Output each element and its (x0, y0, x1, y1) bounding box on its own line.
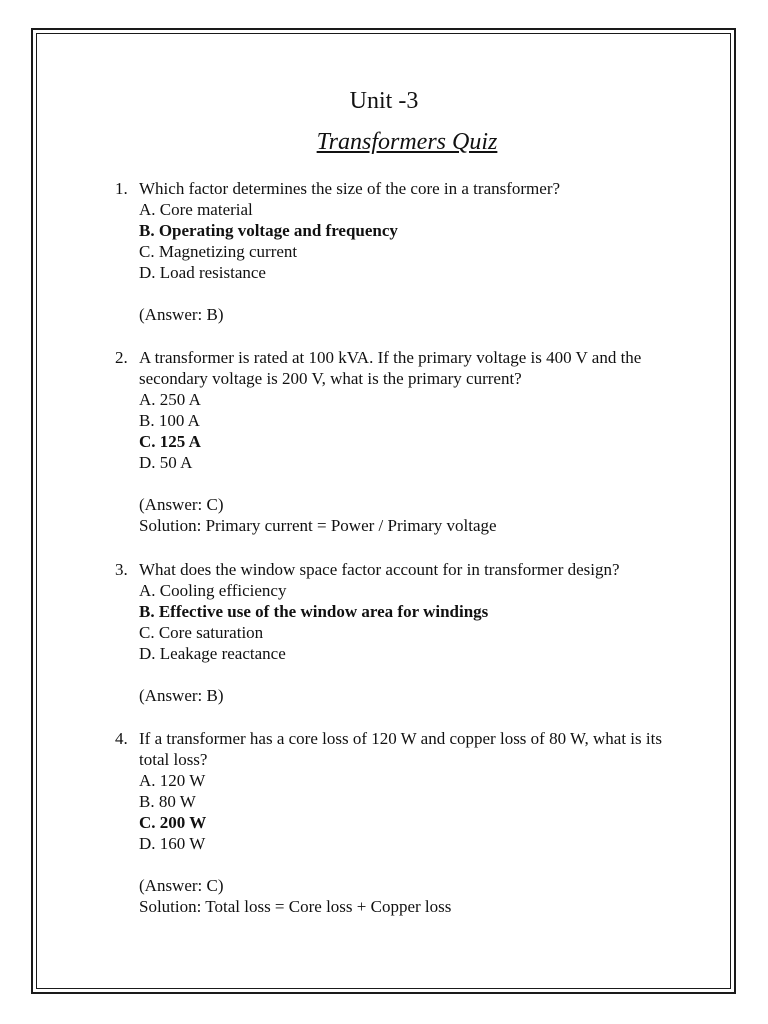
option-a: A. 250 A (139, 390, 201, 409)
question-number: 1. (115, 179, 128, 198)
option-d: D. Load resistance (139, 263, 266, 282)
option-d: D. 160 W (139, 834, 206, 853)
question-1 (115, 178, 695, 325)
quiz-title: Transformers Quiz (316, 129, 498, 155)
question-text: A transformer is rated at 100 kVA. If the primary voltage is 400 V and the secondary voltage is 200 V, what is the primary current? (139, 348, 642, 388)
question-number: 4. (115, 729, 128, 748)
unit-title: Unit -3 (349, 88, 419, 114)
question-4 (115, 728, 695, 917)
option-a: A. 120 W (139, 771, 206, 790)
option-d: D. 50 A (139, 453, 193, 472)
option-a: A. Cooling efficiency (139, 581, 287, 600)
option-c: C. Core saturation (139, 623, 264, 642)
option-c-correct: C. 200 W (139, 813, 207, 832)
option-b-correct: B. Effective use of the window area for windings (139, 602, 489, 621)
answer-text: (Answer: B) (139, 305, 224, 324)
question-text: If a transformer has a core loss of 120 W and copper loss of 80 W, what is its total loss? (139, 729, 662, 769)
question-2 (115, 347, 695, 536)
option-b-correct: B. Operating voltage and frequency (139, 221, 398, 240)
option-a: A. Core material (139, 200, 253, 219)
question-number: 3. (115, 560, 128, 579)
option-d: D. Leakage reactance (139, 644, 286, 663)
answer-text: (Answer: C) (139, 495, 224, 514)
answer-text: (Answer: B) (139, 686, 224, 705)
solution-text: Solution: Primary current = Power / Primary voltage (139, 516, 497, 535)
option-b: B. 100 A (139, 411, 200, 430)
option-c: C. Magnetizing current (139, 242, 298, 261)
solution-text: Solution: Total loss = Core loss + Copper loss (139, 897, 452, 916)
question-3 (115, 559, 695, 706)
question-number: 2. (115, 348, 128, 367)
option-b: B. 80 W (139, 792, 196, 811)
question-text: Which factor determines the size of the core in a transformer? (139, 179, 561, 198)
option-c-correct: C. 125 A (139, 432, 201, 451)
question-text: What does the window space factor account for in transformer design? (139, 560, 620, 579)
answer-text: (Answer: C) (139, 876, 224, 895)
